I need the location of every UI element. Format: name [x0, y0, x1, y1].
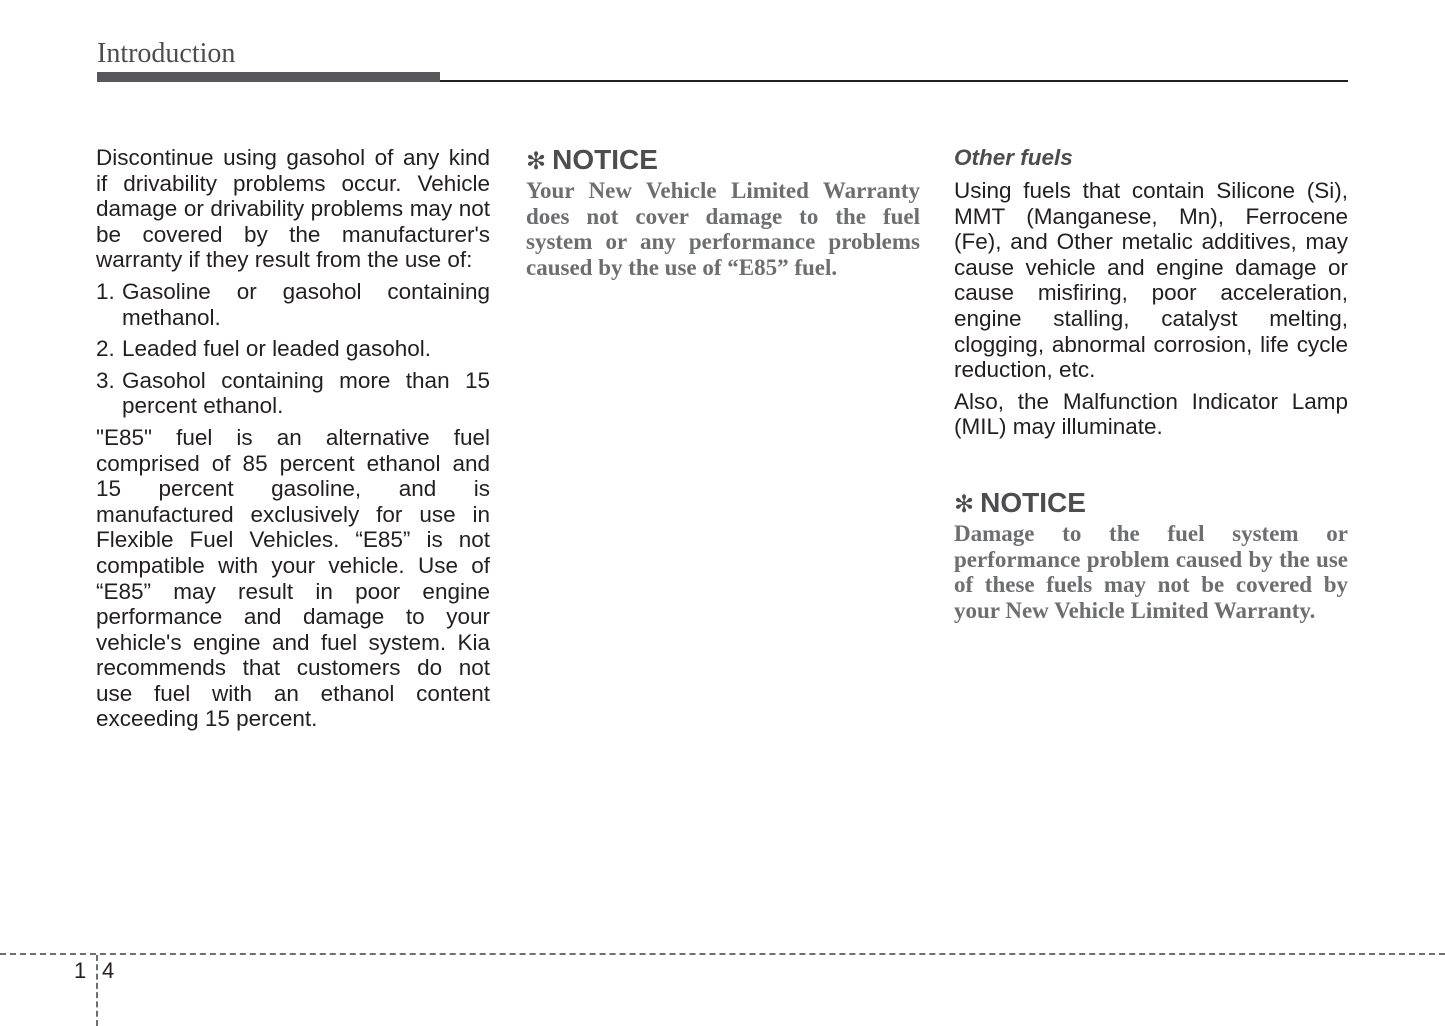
- e85-paragraph: "E85" fuel is an alternative fuel comprised of 85 percent ethanol and 15 percent gasoline, and is manufactured exclusively for use in Flexible Fuel Vehicles. “E85” is not compatible with your vehicle. Use of “E85” may result in poor engine performance and damage to your vehicle's engine and fuel system. Kia recommends that customers do not use fuel with an ethanol content exceeding 15 percent.: [96, 424, 490, 732]
- list-item: [96, 368, 490, 419]
- page-number: 4: [102, 958, 115, 983]
- list-item-number: 3.: [96, 367, 115, 393]
- asterisk-icon: ✻: [954, 489, 975, 518]
- other-fuels-heading: Other fuels: [954, 145, 1073, 170]
- list-item-text: Leaded fuel or leaded gasohol.: [122, 336, 432, 362]
- list-item-number: 1.: [96, 278, 115, 304]
- footer-page-divider: [96, 955, 98, 1026]
- header-accent-bar: [97, 72, 440, 82]
- list-item: [96, 279, 490, 330]
- list-item-text: Gasoline or gasohol containing methanol.: [122, 278, 490, 330]
- section-title: Introduction: [97, 38, 236, 69]
- middle-column: [526, 145, 920, 280]
- right-column: [954, 145, 1348, 623]
- left-column: [96, 145, 490, 738]
- fuel-list: [96, 279, 490, 419]
- list-item: [96, 336, 490, 362]
- header-rule: [440, 80, 1348, 82]
- mil-paragraph: Also, the Malfunction Indicator Lamp (MIL) may illuminate.: [954, 388, 1348, 440]
- notice-heading: [526, 145, 920, 176]
- chapter-number: 1: [74, 958, 87, 983]
- notice-label: NOTICE: [980, 486, 1086, 518]
- notice-block: [954, 488, 1348, 623]
- notice-heading: [954, 488, 1348, 519]
- list-item-text: Gasohol containing more than 15 percent ethanol.: [122, 367, 490, 419]
- other-fuels-paragraph: Using fuels that contain Silicone (Si), MMT (Manganese, Mn), Ferrocene (Fe), and Other metalic additives, may cause vehicle and engine damage or cause misfiring, poor acceleration, engine stalling, catalyst melting, clogging, abnormal corrosion, life cycle reduction, etc.: [954, 178, 1348, 383]
- footer-dashed-rule: [0, 953, 1445, 955]
- list-item-number: 2.: [96, 336, 115, 362]
- notice-label: NOTICE: [552, 144, 658, 175]
- notice-text: Your New Vehicle Limited Warranty does not cover damage to the fuel system or any performance problems caused by the use of “E85” fuel.: [526, 178, 920, 280]
- intro-paragraph: Discontinue using gasohol of any kind if drivability problems occur. Vehicle damage or drivability problems may not be covered by the manufacturer's warranty if they result from the use of:: [96, 145, 490, 273]
- notice-text: Damage to the fuel system or performance problem caused by the use of these fuels may not be covered by your New Vehicle Limited Warranty.: [954, 520, 1348, 623]
- asterisk-icon: ✻: [526, 147, 547, 175]
